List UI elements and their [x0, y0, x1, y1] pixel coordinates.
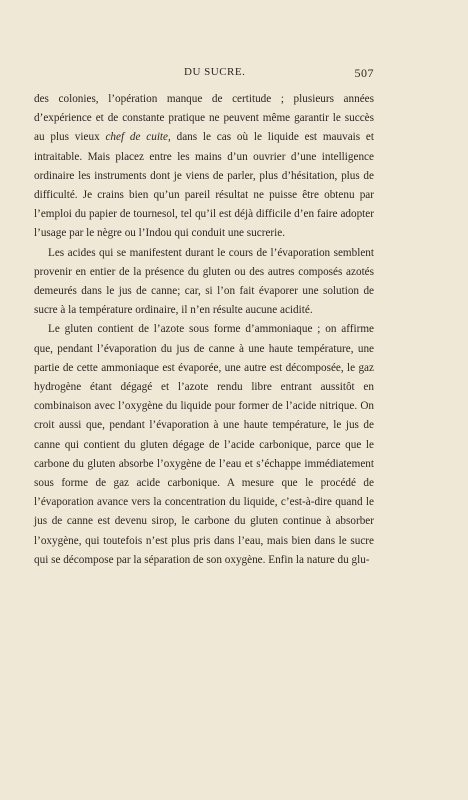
running-title: DU SUCRE. — [184, 66, 246, 78]
paragraph-1-after: , dans le cas où le liquide est mauvais et intraitable. Mais placez entre les mains d’un ouvrier d’une intelligence ordinaire les instruments dont je viens de parler, plus d’hésitation, plus de difficulté. Je crains bien qu’un pareil résultat ne puisse être obtenu par l’emploi du papier de tournesol, tel qu’il est déjà difficile d’en faire adopter l’usage par le nègre ou l’Indou qui conduit une sucrerie. — [34, 131, 374, 240]
body-text — [34, 90, 374, 570]
paragraph-3: Le gluten contient de l’azote sous forme d’ammoniaque ; on affirme que, pendant l’évaporation du jus de canne à une haute température, une partie de cette ammoniaque est évaporée, une autre est décomposée, le gaz hydrogène étant dégagé et l’azote rendu libre entrant aussitôt en combinaison avec l’oxygène du liquide pour former de l’acide nitrique. On croit aussi que, pendant l’évaporation à une haute température, le jus de canne qui contient du gluten dégage de l’acide carbonique, parce que le carbone du gluten absorbe l’oxygène de l’eau et s’échappe immédiatement sous forme de gaz acide carbonique. A mesure que le procédé de l’évaporation avance vers la concentration du liquide, c’est-à-dire quand le jus de canne est devenu sirop, le carbone du gluten continue à absorber l’oxygène, qui toutefois n’est plus pris dans l’eau, mais bien dans le sucre qui se décompose par la séparation de son oxygène. Enfin la nature du glu- — [34, 323, 374, 566]
page-header — [34, 66, 374, 82]
italic-phrase: chef de cuite — [105, 131, 169, 144]
paragraph-1-before: des colonies, l’opération manque de certitude ; plusieurs années d’expérience et de constante pratique ne peuvent même garantir le succès au plus vieux — [34, 93, 374, 144]
paragraph-1 — [34, 90, 374, 244]
paragraph-2: Les acides qui se manifestent durant le cours de l’évaporation semblent provenir en entier de la présence du gluten ou des autres composés azotés demeurés dans le jus de canne; car, si l’on fait évaporer une solution de sucre à la température ordinaire, il n’en résulte aucune acidité. — [34, 246, 374, 317]
page-number: 507 — [354, 66, 374, 80]
